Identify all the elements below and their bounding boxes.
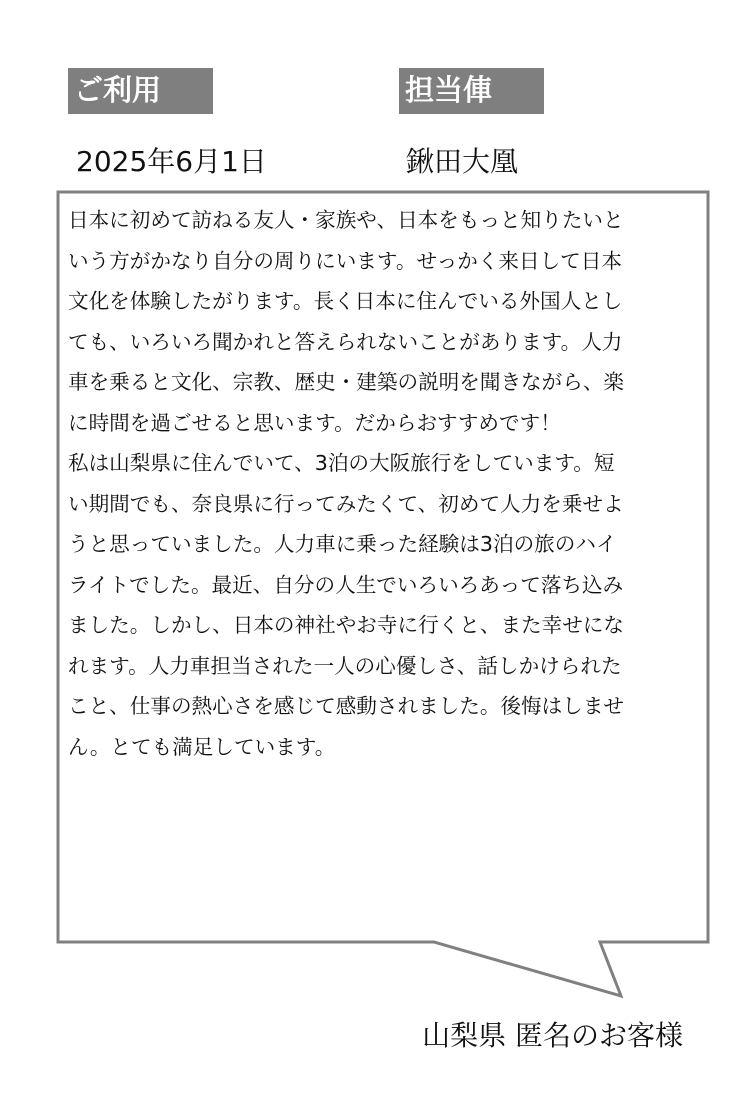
staff-label: 担当俥 [399, 68, 544, 114]
usage-date: 2025年6月1日 [76, 145, 267, 178]
staff-name: 鍬田大凰 [406, 145, 519, 178]
customer-signature: 山梨県 匿名のお客様 [422, 1019, 683, 1052]
review-text: 日本に初めて訪ねる友人・家族や、日本をもっと知りたいと いう方がかなり自分の周りにいます。せっかく来日して日本 文化を体験したがります。長く日本に住んでいる外国人とし ても、いろいろ聞かれと答えられないことがあります。人力 車を乗ると文化、宗教、歴史・建築の説明を聞きながら、楽 に時間を過ごせると思います。だからおすすめです！ 私は山梨県に住んでいて、3泊の大阪旅行をしています。短 い期間でも、奈良県に行ってみたくて、初めて人力を乗せよ うと思っていました。人力車に乗った経験は3泊の旅のハイ ライトでした。最近、自分の人生でいろいろあって落ち込み ました。しかし、日本の神社やお寺に行くと、また幸せにな れます。人力車担当された一人の心優しさ、話しかけられた こと、仕事の熱心さを感じて感動されました。後悔はしませ ん。とても満足しています。 [68, 208, 625, 759]
usage-label: ご利用 [68, 68, 213, 114]
